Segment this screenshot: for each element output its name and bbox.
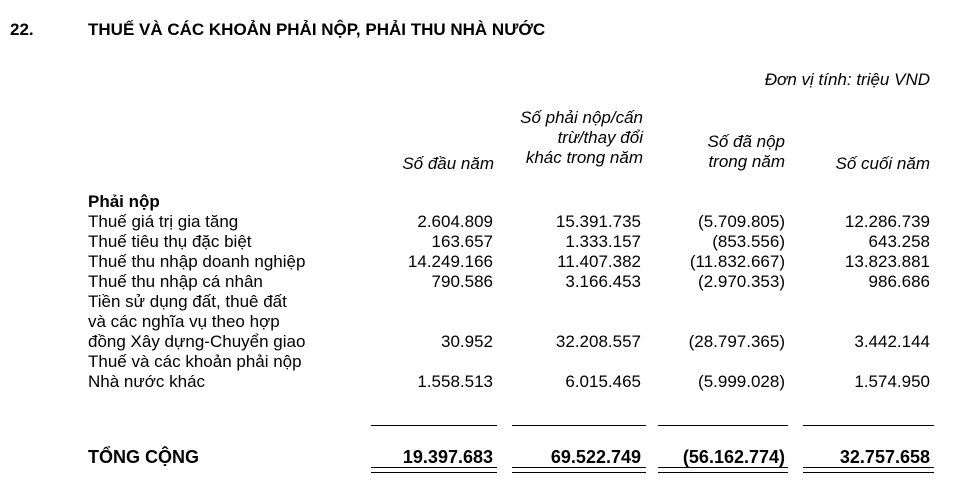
column-header-opening: Số đầu năm [402,154,494,173]
subtotal-rule [371,425,497,426]
table-row: đồng Xây dựng-Chuyển giao 30.952 32.208.557 (28.797.365) 3.442.144 [88,332,930,351]
subtotal-rule [512,425,646,426]
table-row: Thuế tiêu thụ đặc biệt 163.657 1.333.157 (853.556) 643.258 [88,232,930,251]
total-double-rule [371,467,497,473]
subtotal-rule [658,425,788,426]
column-header-changes: Số phải nộp/cấn trừ/thay đổi khác trong năm [520,108,643,167]
section-title: Phải nộp [88,192,160,211]
table-row: Thuế giá trị gia tăng 2.604.809 15.391.735 (5.709.805) 12.286.739 [88,212,930,231]
table-row-label-line: và các nghĩa vụ theo hợp [88,312,280,331]
subtotal-rule [803,425,934,426]
table-row-label-line: Tiền sử dụng đất, thuê đất [88,292,287,311]
total-double-rule [803,467,934,473]
table-row-label-line: Thuế và các khoản phải nộp [88,352,302,371]
total-row: TỔNG CỘNG 19.397.683 69.522.749 (56.162.774) 32.757.658 [88,447,930,467]
column-header-paid: Số đã nộp trong năm [707,132,785,171]
unit-label: Đơn vị tính: triệu VND [764,70,930,89]
table-row: Nhà nước khác 1.558.513 6.015.465 (5.999.028) 1.574.950 [88,372,930,391]
note-title: THUẾ VÀ CÁC KHOẢN PHẢI NỘP, PHẢI THU NHÀ NƯỚC [88,20,546,39]
total-double-rule [512,467,646,473]
table-row: Thuế thu nhập cá nhân 790.586 3.166.453 (2.970.353) 986.686 [88,272,930,291]
note-number: 22. [10,20,34,39]
total-double-rule [658,467,788,473]
table-row: Thuế thu nhập doanh nghiệp 14.249.166 11.407.382 (11.832.667) 13.823.881 [88,252,930,271]
column-header-closing: Số cuối năm [835,154,930,173]
tax-table [88,192,930,392]
